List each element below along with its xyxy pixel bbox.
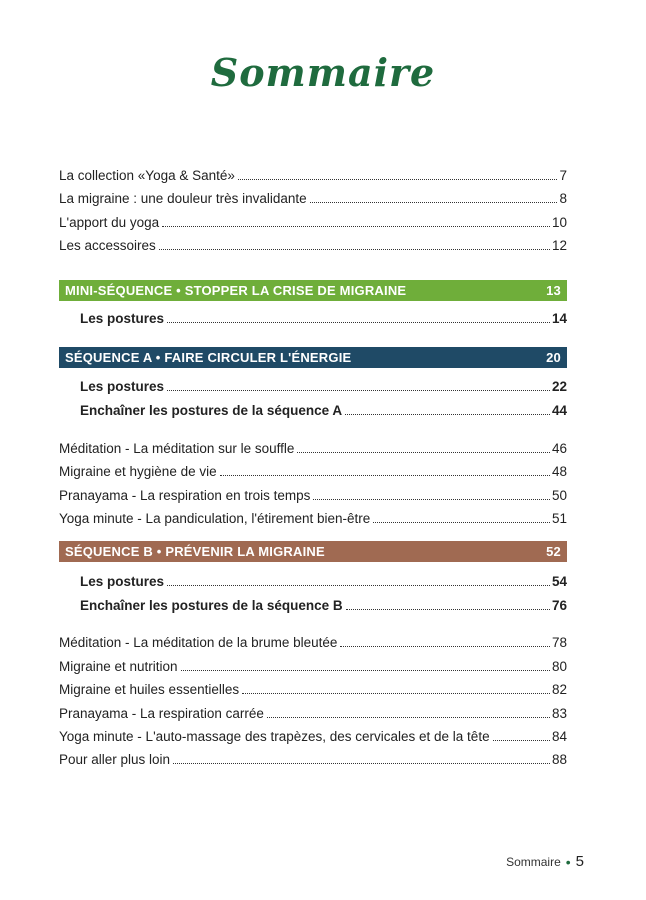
section-page: 20 <box>546 350 561 365</box>
toc-entry[interactable] <box>59 232 567 254</box>
toc-entry[interactable] <box>80 373 567 395</box>
toc-label: Pour aller plus loin <box>59 752 171 767</box>
page-footer <box>506 853 584 870</box>
toc-label: Pranayama - La respiration carrée <box>59 706 264 721</box>
toc-label: La migraine : une douleur très invalidante <box>59 191 307 206</box>
dot-leader <box>181 670 550 671</box>
toc-label: Les postures <box>80 379 165 394</box>
toc-page: 50 <box>551 488 567 503</box>
toc-entry[interactable] <box>59 209 567 231</box>
toc-entry[interactable] <box>59 185 567 207</box>
dot-leader <box>167 390 550 391</box>
toc-page: 46 <box>551 441 567 456</box>
dot-leader <box>173 763 550 764</box>
dot-leader <box>167 585 550 586</box>
dot-leader <box>242 693 550 694</box>
toc-page: 12 <box>551 238 567 253</box>
dot-leader <box>238 179 558 180</box>
section-band-b[interactable] <box>59 541 567 562</box>
dot-leader <box>297 452 550 453</box>
dot-leader <box>310 202 558 203</box>
toc-entry[interactable] <box>59 700 567 722</box>
section-page: 52 <box>546 544 561 559</box>
toc-page: 78 <box>551 635 567 650</box>
dot-leader <box>167 322 550 323</box>
section-band-a[interactable] <box>59 347 567 368</box>
toc-label: L'apport du yoga <box>59 215 160 230</box>
toc-label: Les postures <box>80 311 165 326</box>
toc-page: 44 <box>551 403 567 418</box>
toc-entry[interactable] <box>59 629 567 651</box>
section-heading: SÉQUENCE B • PRÉVENIR LA MIGRAINE <box>65 544 325 559</box>
dot-leader <box>340 646 550 647</box>
dot-leader <box>159 249 550 250</box>
section-heading: MINI-SÉQUENCE • STOPPER LA CRISE DE MIGRAINE <box>65 283 407 298</box>
toc-label: Les postures <box>80 574 165 589</box>
toc-entry[interactable] <box>59 723 567 745</box>
footer-bullet: • <box>565 853 571 870</box>
toc-label: Les accessoires <box>59 238 156 253</box>
toc-page: 83 <box>551 706 567 721</box>
dot-leader <box>493 740 550 741</box>
toc-entry[interactable] <box>59 162 567 184</box>
toc-entry[interactable] <box>80 568 567 590</box>
toc-entry[interactable] <box>59 458 567 480</box>
toc-page: 51 <box>551 511 567 526</box>
page-number: 5 <box>575 853 584 870</box>
toc-page: 88 <box>551 752 567 767</box>
dot-leader <box>346 609 550 610</box>
toc-label: Enchaîner les postures de la séquence A <box>80 403 343 418</box>
toc-page: 7 <box>559 168 567 183</box>
toc-page: 80 <box>551 659 567 674</box>
dot-leader <box>345 414 550 415</box>
section-page: 13 <box>546 283 561 298</box>
toc-page: 10 <box>551 215 567 230</box>
toc-entry[interactable] <box>80 397 567 419</box>
toc-entry[interactable] <box>59 653 567 675</box>
toc-page: 84 <box>551 729 567 744</box>
dot-leader <box>220 475 550 476</box>
toc-label: Enchaîner les postures de la séquence B <box>80 598 343 613</box>
section-band-mini[interactable] <box>59 280 567 301</box>
section-heading: SÉQUENCE A • FAIRE CIRCULER L'ÉNERGIE <box>65 350 352 365</box>
dot-leader <box>267 717 550 718</box>
toc-label: Pranayama - La respiration en trois temps <box>59 488 311 503</box>
toc-label: Migraine et nutrition <box>59 659 178 674</box>
toc-label: Méditation - La méditation sur le souffle <box>59 441 295 456</box>
dot-leader <box>373 522 550 523</box>
toc-label: Migraine et huiles essentielles <box>59 682 240 697</box>
page-title: Sommaire <box>210 50 436 95</box>
toc-page: 82 <box>551 682 567 697</box>
footer-label: Sommaire <box>506 854 561 869</box>
toc-entry[interactable] <box>59 505 567 527</box>
toc-page: 54 <box>551 574 567 589</box>
toc-label: Méditation - La méditation de la brume bleutée <box>59 635 338 650</box>
toc-page: 22 <box>551 379 567 394</box>
toc-page: 48 <box>551 464 567 479</box>
toc-label: La collection «Yoga & Santé» <box>59 168 235 183</box>
toc-entry[interactable] <box>59 676 567 698</box>
toc-page: 8 <box>559 191 567 206</box>
dot-leader <box>162 226 550 227</box>
toc-page: 14 <box>551 311 567 326</box>
toc-entry[interactable] <box>80 305 567 327</box>
toc-label: Migraine et hygiène de vie <box>59 464 217 479</box>
toc-entry[interactable] <box>59 435 567 457</box>
toc-label: Yoga minute - La pandiculation, l'étirement bien-être <box>59 511 371 526</box>
toc-label: Yoga minute - L'auto-massage des trapèzes, des cervicales et de la tête <box>59 729 490 744</box>
toc-entry[interactable] <box>59 482 567 504</box>
dot-leader <box>313 499 550 500</box>
toc-entry[interactable] <box>80 592 567 614</box>
toc-entry[interactable] <box>59 746 567 768</box>
toc-page: 76 <box>551 598 567 613</box>
